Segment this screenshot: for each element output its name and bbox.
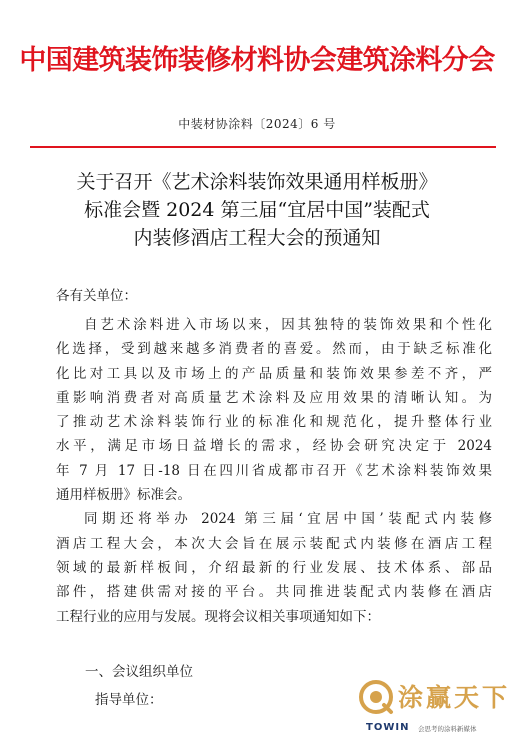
paragraph-line: 化选择，受到越来越多消费者的喜爱。然而，由于缺乏标准化 bbox=[56, 341, 492, 358]
title-line: 内装修酒店工程大会的预通知 bbox=[133, 227, 381, 249]
paragraph-line: 重影响消费者对高质量艺术涂料及应用效果的清晰认知。为 bbox=[56, 389, 492, 406]
paragraph-line: 同期还将举办 2024 第三届‘宜居中国’装配式内装修 bbox=[84, 511, 492, 528]
paragraph-line: 领域的最新样板间，介绍最新的行业发展、技术体系、部品 bbox=[56, 559, 492, 576]
body-text bbox=[56, 313, 492, 629]
watermark bbox=[356, 676, 514, 742]
paragraph-line: 通用样板册》标准会。 bbox=[56, 487, 191, 504]
salutation: 各有关单位： bbox=[56, 288, 137, 304]
issuing-organization-header: 中国建筑装饰装修材料协会建筑涂料分会 bbox=[19, 45, 495, 76]
subsection-heading: 指导单位： bbox=[95, 692, 163, 708]
paragraph-line: 水平，满足市场日益增长的需求，经协会研究决定于 2024 bbox=[56, 438, 492, 455]
header-divider bbox=[30, 146, 496, 148]
paragraph-line: 部件，搭建供需对接的平台。共同推进装配式内装修在酒店 bbox=[56, 584, 492, 601]
paragraph-line: 化比对工具以及市场上的产品质量和装饰效果参差不齐，严 bbox=[56, 365, 492, 382]
title-line: 关于召开《艺术涂料装饰效果通用样板册》 bbox=[76, 171, 438, 193]
paragraph-line: 工程行业的应用与发展。现将会议相关事项通知如下： bbox=[56, 608, 380, 625]
section-heading: 一、会议组织单位 bbox=[85, 664, 193, 680]
document-title bbox=[30, 168, 484, 252]
watermark-tagline: 会思考的涂料新媒体 bbox=[418, 725, 477, 733]
paragraph-line: 自艺术涂料进入市场以来，因其独特的装饰效果和个性化 bbox=[84, 317, 492, 333]
watermark-name: 涂赢天下 bbox=[398, 683, 511, 712]
watermark-logo-icon bbox=[358, 679, 394, 715]
document-number: 中装材协涂料〔2024〕6 号 bbox=[178, 117, 336, 131]
watermark-brand: TOWIN bbox=[366, 722, 410, 733]
paragraph-line: 酒店工程大会，本次大会旨在展示装配式内装修在酒店工程 bbox=[56, 535, 492, 552]
title-line: 标准会暨 2024 第三届“宜居中国”装配式 bbox=[84, 199, 430, 221]
paragraph-line: 了推动艺术涂料装饰行业的标准化和规范化，提升整体行业 bbox=[56, 414, 492, 431]
paragraph-line: 年 7 月 17 日-18 日在四川省成都市召开《艺术涂料装饰效果 bbox=[56, 462, 492, 479]
